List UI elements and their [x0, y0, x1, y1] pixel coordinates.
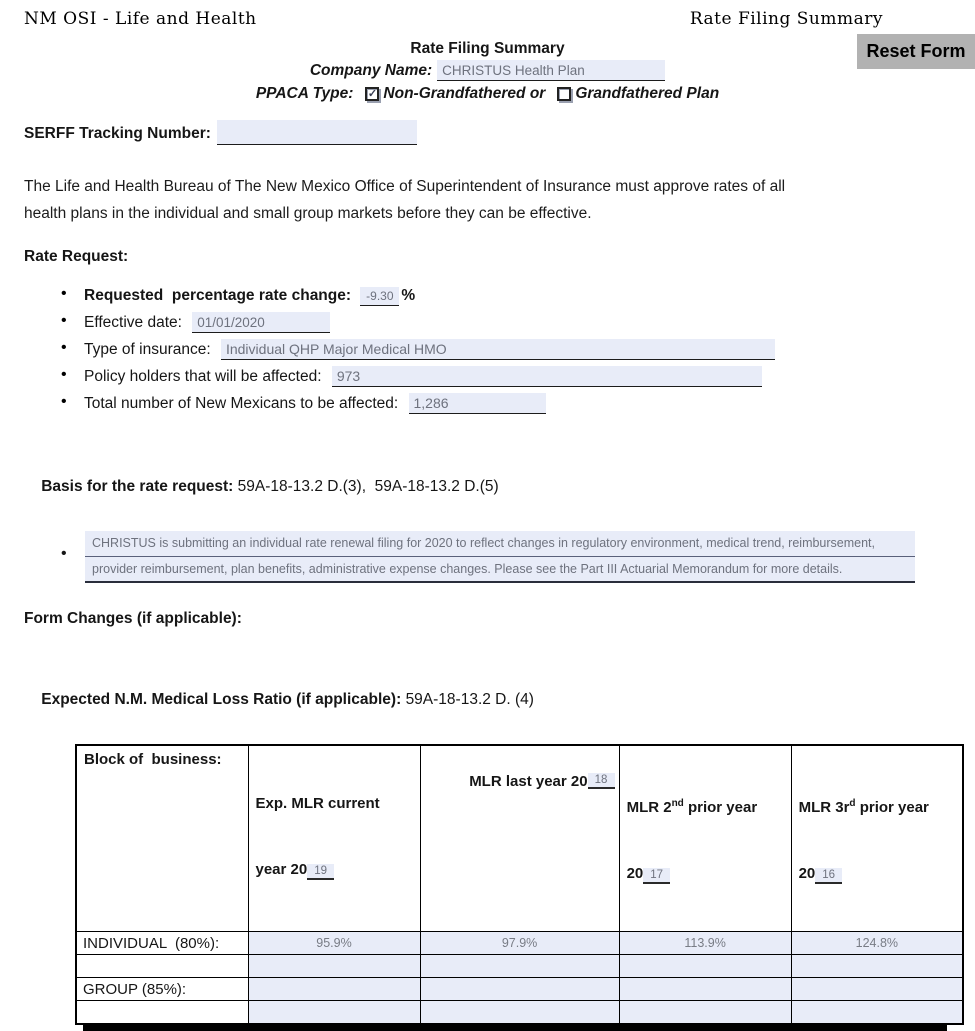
mlr-cell[interactable]	[791, 955, 963, 978]
list-item	[0, 387, 975, 414]
mlr-cell[interactable]	[791, 1001, 963, 1024]
brand-right: Rate Filing Summary	[689, 9, 883, 29]
page-title: Rate Filing Summary	[410, 40, 565, 57]
basis-comment-line-1[interactable]: • CHRISTUS is submitting an individual rate renewal filing for 2020 to reflect changes in regulatory environment, medical trend, reimbursement,	[85, 531, 915, 557]
list-item	[0, 279, 975, 306]
header-mlr-2nd-prior: MLR 2nd prior year 20 17	[619, 745, 791, 932]
effective-date-label: • Effective date:	[84, 314, 187, 331]
ppaca-type-row	[0, 85, 975, 103]
mlr-table	[75, 744, 964, 1025]
row-label-group: GROUP (85%):	[76, 978, 248, 1001]
expected-mlr-label: Expected N.M. Medical Loss Ratio (if applicable):	[41, 691, 406, 708]
basis-row	[24, 460, 975, 514]
year-field-17[interactable]: 17	[643, 868, 670, 884]
table-row	[76, 1001, 963, 1024]
company-name-row	[0, 60, 975, 81]
intro-paragraph	[24, 173, 975, 227]
insurance-type-label: • Type of insurance:	[84, 341, 215, 358]
mlr-cell[interactable]: 113.9%	[619, 932, 791, 955]
basis-label: Basis for the rate request:	[41, 478, 238, 495]
total-affected-field[interactable]: 1,286	[409, 393, 546, 414]
mlr-cell[interactable]	[791, 978, 963, 1001]
header-exp-mlr-current: Exp. MLR current year 20 19	[248, 745, 420, 932]
mlr-cell[interactable]	[619, 1001, 791, 1024]
table-row	[76, 978, 963, 1001]
list-item	[0, 306, 975, 333]
mlr-cell[interactable]	[619, 978, 791, 1001]
basis-comment-line-2[interactable]: provider reimbursement, plan benefits, administrative expense changes. Please see the Part III Actuarial Memorandum for more details.	[85, 557, 915, 583]
rate-change-field[interactable]: -9.30	[360, 287, 399, 306]
serff-tracking-label: SERFF Tracking Number:	[24, 125, 211, 142]
header-mlr-3rd-prior: MLR $3r^d$ prior year 20 16	[791, 745, 963, 932]
serff-tracking-field[interactable]	[217, 120, 417, 145]
company-name-field[interactable]: CHRISTUS Health Plan	[437, 60, 665, 81]
table-row	[76, 932, 963, 955]
policy-holders-field[interactable]: 973	[332, 366, 762, 387]
effective-date-field[interactable]: 01/01/2020	[192, 312, 330, 333]
table-row	[76, 955, 963, 978]
basis-comment-field	[85, 531, 915, 583]
row-label-empty	[76, 955, 248, 978]
row-label-individual: INDIVIDUAL (80%):	[76, 932, 248, 955]
grandfathered-checkbox-unchecked-icon[interactable]	[557, 87, 571, 101]
company-name-label: Company Name:	[309, 62, 433, 79]
brand-left: NM OSI - Life and Health	[24, 9, 257, 29]
form-changes-heading: Form Changes (if applicable):	[24, 610, 242, 627]
reset-form-button[interactable]: Reset Form	[857, 34, 975, 69]
row-label-empty	[76, 1001, 248, 1024]
mlr-cell[interactable]	[420, 978, 619, 1001]
rate-request-heading: Rate Request:	[24, 248, 129, 265]
year-field-16[interactable]: 16	[815, 868, 842, 884]
mlr-cell[interactable]	[248, 955, 420, 978]
percent-suffix: %	[401, 287, 416, 304]
ppaca-type-label: PPACA Type:	[255, 85, 354, 102]
list-item	[0, 333, 975, 360]
rate-change-label: • Requested percentage rate change:	[84, 287, 356, 304]
list-item	[0, 360, 975, 387]
non-grandfathered-checkbox-checked-icon[interactable]: ✓	[365, 87, 379, 101]
mlr-cell[interactable]	[248, 1001, 420, 1024]
grandfathered-label: Grandfathered Plan	[575, 85, 720, 102]
header-block-of-business: Block of business:	[76, 745, 248, 932]
policy-holders-label: • Policy holders that will be affected:	[84, 368, 326, 385]
intro-line-2: health plans in the individual and small group markets before they can be effective.	[24, 205, 592, 222]
header-mlr-last-year: MLR last year 20 18	[420, 745, 619, 932]
table-header-row	[76, 745, 963, 932]
rate-request-list	[0, 279, 975, 414]
expected-mlr-row	[24, 673, 975, 727]
year-field-19[interactable]: 19	[307, 864, 334, 880]
table-bottom-shadow	[83, 1025, 947, 1031]
mlr-cell[interactable]	[420, 1001, 619, 1024]
basis-statutes: 59A-18-13.2 D.(3), 59A-18-13.2 D.(5)	[237, 478, 499, 495]
serff-row	[24, 120, 975, 145]
intro-line-1: The Life and Health Bureau of The New Mexico Office of Superintendent of Insurance must approve rates of all	[24, 178, 786, 195]
mlr-cell[interactable]: 97.9%	[420, 932, 619, 955]
brand-row	[0, 0, 975, 29]
mlr-cell[interactable]: 124.8%	[791, 932, 963, 955]
non-grandfathered-label: Non-Grandfathered or	[383, 85, 546, 102]
mlr-cell[interactable]	[420, 955, 619, 978]
total-affected-label: • Total number of New Mexicans to be affected:	[84, 395, 403, 412]
insurance-type-field[interactable]: Individual QHP Major Medical HMO	[221, 339, 775, 360]
mlr-cell[interactable]	[248, 978, 420, 1001]
expected-mlr-statute: 59A-18-13.2 D. (4)	[405, 691, 534, 708]
mlr-cell[interactable]	[619, 955, 791, 978]
year-field-18[interactable]: 18	[588, 773, 615, 789]
mlr-cell[interactable]: 95.9%	[248, 932, 420, 955]
